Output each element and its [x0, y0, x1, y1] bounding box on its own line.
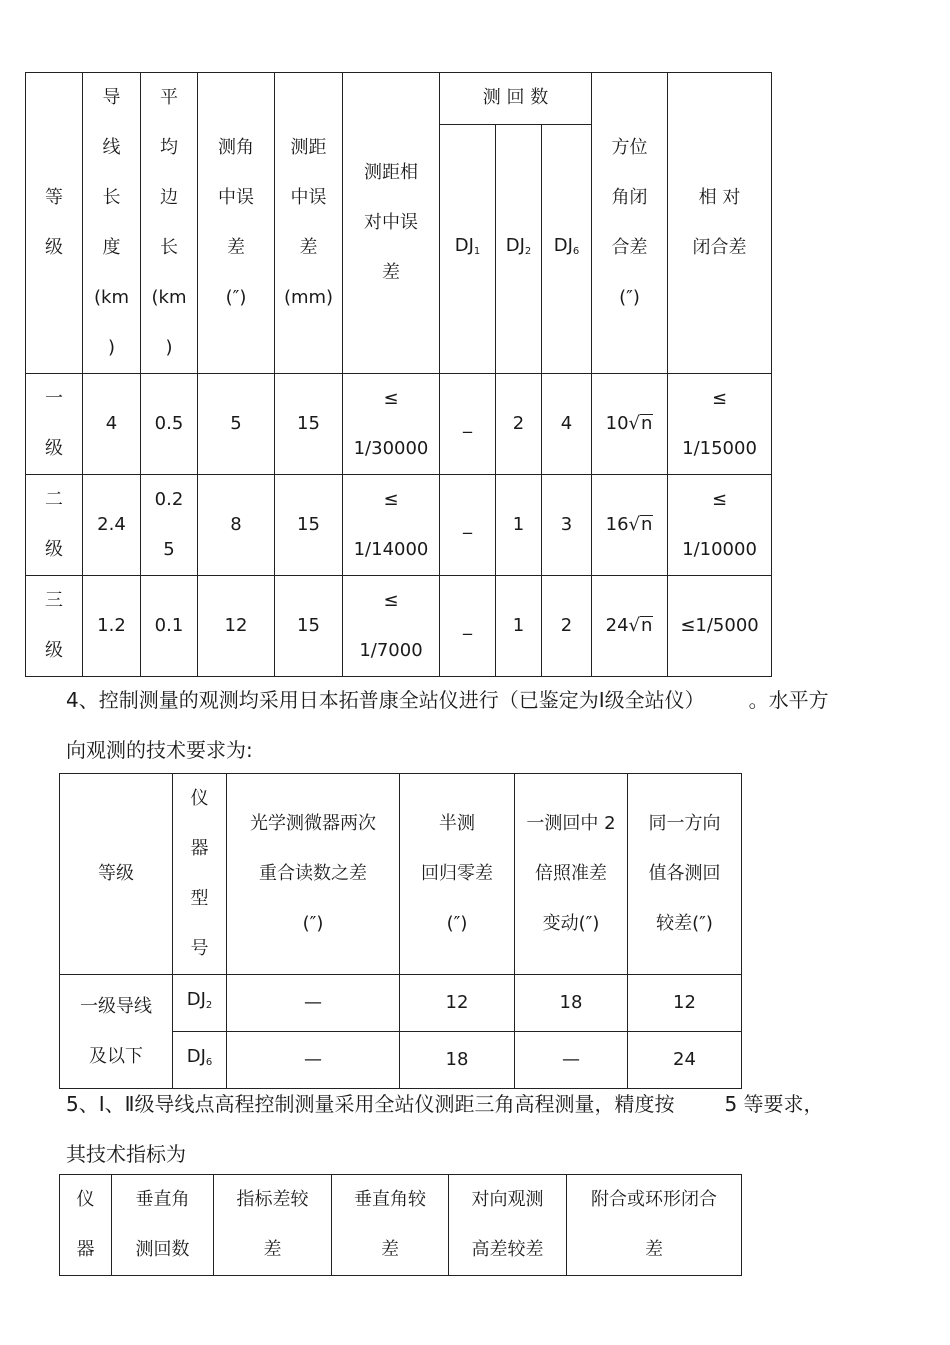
- cell-relative-error: ≤ 1/7000: [343, 576, 440, 677]
- cell-dj2: 1: [496, 576, 542, 677]
- header-half-round-closure: 半测 回归零差 (″): [400, 774, 515, 975]
- cell-grade: 一级导线 及以下: [60, 975, 173, 1089]
- header-instrument: 仪 器: [60, 1175, 112, 1276]
- cell-relative-closure: ≤ 1/10000: [668, 475, 772, 576]
- cell-dj6: 3: [542, 475, 592, 576]
- cell-optical: —: [227, 1032, 400, 1089]
- cell-direction: 24: [628, 1032, 742, 1089]
- cell-length: 2.4: [83, 475, 141, 576]
- cell-dj1: _: [440, 576, 496, 677]
- cell-grade: 三 级: [26, 576, 83, 677]
- header-vertical-angle-rounds: 垂直角 测回数: [112, 1175, 214, 1276]
- trig-leveling-table: [59, 1174, 742, 1276]
- cell-dj1: _: [440, 374, 496, 475]
- header-relative-closure: 相 对 闭合差: [668, 73, 772, 374]
- traverse-spec-table: [25, 72, 772, 677]
- cell-grade: 一 级: [26, 374, 83, 475]
- header-rounds: 测 回 数: [440, 73, 592, 125]
- paragraph-5-line-2: 其技术指标为: [66, 1142, 186, 1166]
- header-opposing-height-diff: 对向观测 高差较差: [449, 1175, 567, 1276]
- header-optical-micrometer: 光学测微器两次 重合读数之差 (″): [227, 774, 400, 975]
- cell-avg-side: 0.1: [141, 576, 198, 677]
- cell-direction: 12: [628, 975, 742, 1032]
- cell-length: 4: [83, 374, 141, 475]
- cell-collimation: 18: [515, 975, 628, 1032]
- cell-angle-error: 12: [198, 576, 275, 677]
- cell-avg-side: 0.5: [141, 374, 198, 475]
- cell-azimuth-closure: 10√n: [592, 374, 668, 475]
- cell-relative-closure: ≤1/5000: [668, 576, 772, 677]
- cell-instrument: $DJ_6$: [173, 1032, 227, 1089]
- header-closure: 附合或环形闭合 差: [567, 1175, 742, 1276]
- cell-optical: —: [227, 975, 400, 1032]
- cell-azimuth-closure: 16√n: [592, 475, 668, 576]
- paragraph-4-line-1: 4、控制测量的观测均采用日本拓普康全站仪进行（已鉴定为Ⅰ级全站仪） 。水平方: [66, 688, 829, 712]
- header-dj1: $DJ_1$: [440, 124, 496, 374]
- cell-distance-error: 15: [275, 374, 343, 475]
- header-avg-side: 平 均 边 长 (km ): [141, 73, 198, 374]
- cell-dj1: _: [440, 475, 496, 576]
- header-distance-error: 测距 中误 差 (mm): [275, 73, 343, 374]
- cell-relative-closure: ≤ 1/15000: [668, 374, 772, 475]
- cell-length: 1.2: [83, 576, 141, 677]
- sqrt-symbol: √n: [628, 413, 653, 434]
- cell-avg-side: 0.2 5: [141, 475, 198, 576]
- horizontal-direction-table: [59, 773, 742, 1089]
- header-grade: 等级: [60, 774, 173, 975]
- cell-angle-error: 8: [198, 475, 275, 576]
- header-instrument-model: 仪 器 型 号: [173, 774, 227, 975]
- header-vertical-angle-diff: 垂直角较 差: [332, 1175, 449, 1276]
- table-row: [26, 475, 772, 576]
- table-row: [26, 576, 772, 677]
- cell-instrument: $DJ_2$: [173, 975, 227, 1032]
- header-index-error-diff: 指标差较 差: [214, 1175, 332, 1276]
- header-grade: 等 级: [26, 73, 83, 374]
- header-relative-distance-error: 测距相 对中误 差: [343, 73, 440, 374]
- cell-distance-error: 15: [275, 475, 343, 576]
- table-row: [26, 374, 772, 475]
- header-dj6: $DJ_6$: [542, 124, 592, 374]
- cell-collimation: —: [515, 1032, 628, 1089]
- paragraph-4-line-2: 向观测的技术要求为:: [66, 738, 253, 762]
- header-traverse-length: 导 线 长 度 (km ): [83, 73, 141, 374]
- header-dj2: $DJ_2$: [496, 124, 542, 374]
- cell-angle-error: 5: [198, 374, 275, 475]
- cell-half-round: 18: [400, 1032, 515, 1089]
- header-direction-difference: 同一方向 值各测回 较差(″): [628, 774, 742, 975]
- cell-azimuth-closure: 24√n: [592, 576, 668, 677]
- sqrt-symbol: √n: [628, 615, 653, 636]
- paragraph-5-line-1: 5、Ⅰ、Ⅱ级导线点高程控制测量采用全站仪测距三角高程测量，精度按 5 等要求，: [66, 1092, 824, 1116]
- cell-relative-error: ≤ 1/14000: [343, 475, 440, 576]
- cell-dj2: 1: [496, 475, 542, 576]
- cell-dj6: 4: [542, 374, 592, 475]
- cell-grade: 二 级: [26, 475, 83, 576]
- cell-dj6: 2: [542, 576, 592, 677]
- header-azimuth-closure: 方位 角闭 合差 (″): [592, 73, 668, 374]
- table-row: [60, 975, 742, 1032]
- cell-distance-error: 15: [275, 576, 343, 677]
- sqrt-symbol: √n: [628, 514, 653, 535]
- cell-half-round: 12: [400, 975, 515, 1032]
- cell-dj2: 2: [496, 374, 542, 475]
- header-collimation-variation: 一测回中 2 倍照准差 变动(″): [515, 774, 628, 975]
- header-angle-error: 测角 中误 差 (″): [198, 73, 275, 374]
- cell-relative-error: ≤ 1/30000: [343, 374, 440, 475]
